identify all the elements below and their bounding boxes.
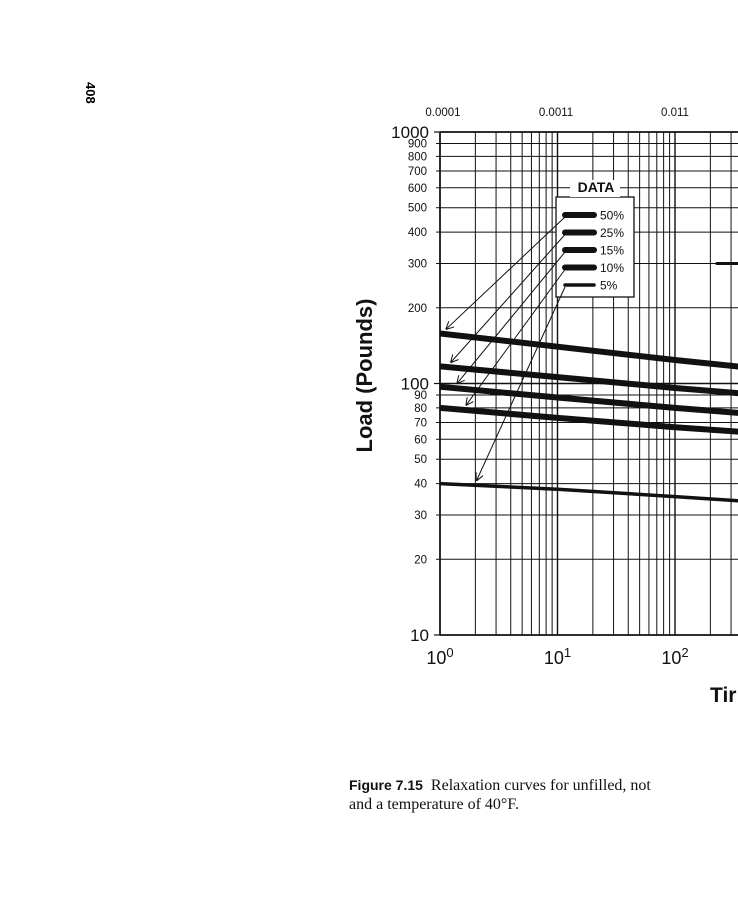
y-minor-tick-label: 20 xyxy=(414,554,427,567)
caption-line-2: and a temperature of 40°F. xyxy=(349,796,519,813)
legend-label: 5% xyxy=(600,278,618,293)
y-minor-tick-label: 500 xyxy=(407,202,427,215)
y-minor-tick-label: 300 xyxy=(407,258,427,271)
y-minor-tick-label: 400 xyxy=(407,227,427,240)
y-major-tick-label: 100 xyxy=(400,374,429,394)
figure-caption xyxy=(349,776,738,814)
top-axis-label: 0.011 xyxy=(661,107,689,119)
x-axis-title: Tir xyxy=(710,684,737,707)
legend-title: DATA xyxy=(577,179,615,195)
y-minor-tick-label: 900 xyxy=(407,138,427,151)
y-minor-tick-label: 200 xyxy=(407,302,427,315)
y-minor-tick-label: 700 xyxy=(407,165,427,178)
caption-line-1 xyxy=(349,776,738,795)
legend-label: 10% xyxy=(600,261,625,275)
y-minor-tick-label: 70 xyxy=(414,417,427,430)
y-major-tick-label: 1000 xyxy=(391,123,429,142)
y-minor-tick-label: 90 xyxy=(414,390,427,403)
legend-label: 25% xyxy=(600,226,625,240)
y-minor-tick-label: 80 xyxy=(414,402,427,415)
y-minor-tick-label: 50 xyxy=(414,454,427,467)
y-major-tick-label: 10 xyxy=(410,626,429,645)
y-minor-tick-label: 60 xyxy=(414,434,427,447)
legend-label: 50% xyxy=(600,208,625,223)
y-axis-title: Load (Pounds) xyxy=(352,298,377,453)
legend xyxy=(446,179,634,480)
x-tick-label: $10^2$ xyxy=(661,645,689,668)
y-minor-tick-label: 30 xyxy=(414,510,427,523)
x-tick-label: $10^1$ xyxy=(543,645,572,668)
figure-label: Figure 7.15 xyxy=(349,777,423,793)
top-axis-label: 0.0011 xyxy=(538,107,574,119)
caption-text-1: Relaxation curves for unfilled, not xyxy=(430,777,651,794)
series-line-5pct xyxy=(440,484,738,502)
y-minor-tick-label: 600 xyxy=(407,182,427,195)
x-tick-label: $10^0$ xyxy=(426,645,454,668)
top-axis-label: 0.0001 xyxy=(425,107,461,119)
page-number: 408 xyxy=(83,82,98,104)
legend-label: 15% xyxy=(600,243,625,258)
y-minor-tick-label: 800 xyxy=(407,151,427,164)
y-minor-tick-label: 40 xyxy=(414,478,427,491)
series-layer xyxy=(440,264,738,502)
